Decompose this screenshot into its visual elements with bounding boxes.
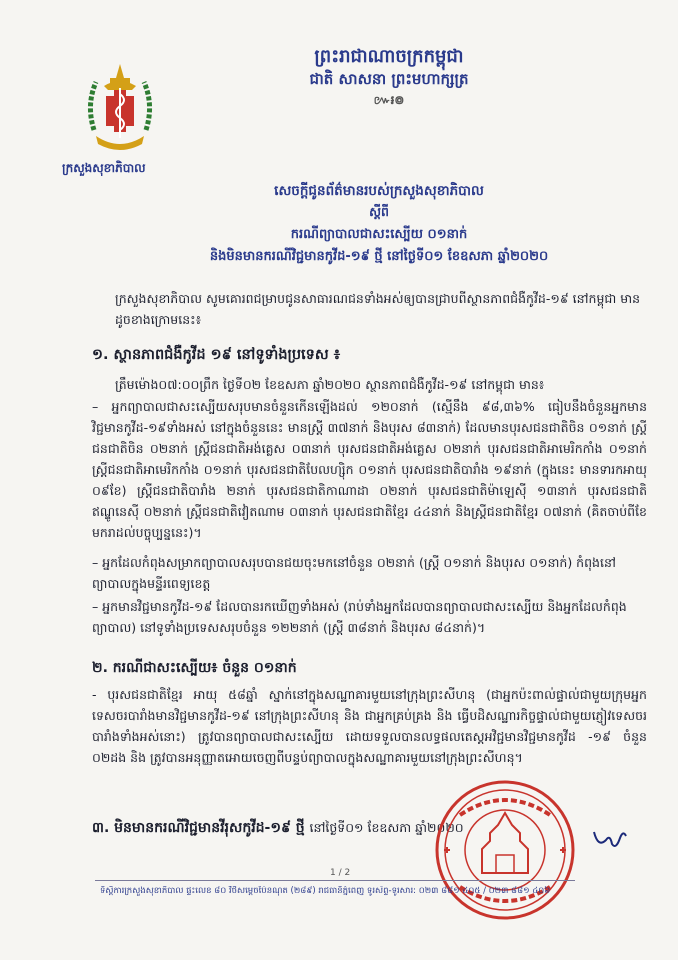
- header-ornament: ៚៛៙: [373, 93, 405, 107]
- kingdom-heading: ព្រះរាជាណាចក្រកម្ពុជា: [314, 46, 464, 67]
- section3-heading-text: ៣. មិនមានករណីវិជ្ជមានវីរុសកូវីដ-១៩ ថ្មី: [92, 820, 305, 836]
- section2-heading: ២. ករណីជាសះស្បើយ៖ ចំនួន ០១នាក់: [92, 660, 297, 676]
- footer-address: ទីស្តីការក្រសួងសុខាភិបាល ផ្ទះលេខ ៨០ វិថីសម្តេចប៉ែនណុត (២៨៩) រាជធានីភ្នំពេញ ទូរស័ព្ទ-ទូរសារ: ០២៣ ៨៨១ ៤០៥ / ០២៣ ៨៨១ ៤០៦: [100, 886, 551, 896]
- document-title-line2: ស្តីពី: [369, 204, 389, 219]
- section1-bullet-in-treatment: – អ្នកដែលកំពុងសម្រាកព្យាបាលសរុបបានជយចុះមកនៅចំនួន ០២នាក់ (ស្ត្រី ០១នាក់ និងបុរស ០១នាក់) កំពុងនៅព្យាបាលក្នុងមន្ទីរពេទ្យខេត្ត: [92, 555, 616, 591]
- document-title-line4: និងមិនមានករណីវិជ្ជមានកូវីដ-១៩ ថ្មី នៅថ្ងៃទី០១ ខែឧសភា ឆ្នាំ២០២០: [209, 249, 549, 264]
- document-title-line1: សេចក្តីជូនព័ត៌មានរបស់ក្រសួងសុខាភិបាល: [274, 183, 484, 199]
- section1-bullet-total-cases: – អ្នកមានវិជ្ជមានកូវីដ-១៩ ដែលបានរកឃើញទាំងអស់ (រាប់ទាំងអ្នកដែលបានព្យាបាលជាសះស្បើយ និងអ្នកដែលកំពុងព្យាបាល) នៅទូទាំងប្រទេសសរុបចំនួន ១២២នាក់ (ស្ត្រី ៣៨នាក់ និងបុរស ៨៤នាក់)។: [92, 599, 627, 635]
- section3-date: នៅថ្ងៃទី០១ ខែឧសភា ឆ្នាំ២០២០: [309, 820, 464, 835]
- official-seal-stamp-icon: [430, 775, 580, 925]
- footer-divider: [95, 880, 575, 881]
- signature-icon: [590, 822, 630, 852]
- section1-bullet-recovered: – អ្នកព្យាបាលជាសះស្បើយសរុបមានចំនួនកើនឡើងដល់ ១២០នាក់ (ស្មើនឹង ៩៨,៣៦% ធៀបនឹងចំនួនអ្នកមានវិជ្ជមានកូវីដ-១៩ទាំងអស់ នៅក្នុងចំនួននេះ មានស្ត្រី ៣៧នាក់ និងបុរស ៨៣នាក់) ដែលមានបុរសជនជាតិចិន ០១នាក់ ស្ត្រីជនជាតិចិន ០២នាក់ ស្ត្រីជនជាតិអង់គ្លេស ០៣នាក់ បុរសជនជាតិអង់គ្លេស ០២នាក់ បុរសជនជាតិអាមេរិកកាំង ០១នាក់ ស្ត្រីជនជាតិអាមេរិកកាំង ០១នាក់ បុរសជនជាតិបែលហ្ស៊ិក ០១នាក់ បុរសជនជាតិបារាំង ១៩នាក់ (ក្នុងនេះ មានទារកអាយុ ០៩ខែ) ស្ត្រីជនជាតិបារាំង ២នាក់ បុរសជនជាតិកាណាដា ០២នាក់ បុរសជនជាតិម៉ាឡេស៊ី ១៣នាក់ បុរសជនជាតិឥណ្ឌូនេស៊ី ០២នាក់ ស្ត្រីជនជាតិវៀតណាម ០៣នាក់ បុរសជនជាតិខ្មែរ ៤៤នាក់ និងស្ត្រីជនជាតិខ្មែរ ០៧នាក់ (គិតចាប់ពីខែមករាដល់បច្ចុប្បន្ននេះ)។: [92, 399, 647, 540]
- national-motto: ជាតិ សាសនា ព្រះមហាក្សត្រ: [309, 70, 469, 88]
- page-number: 1 / 2: [330, 868, 351, 878]
- section3-heading: [92, 818, 464, 839]
- ministry-name: ក្រសួងសុខាភិបាល: [62, 161, 146, 175]
- section2-paragraph: - បុរសជនជាតិខ្មែរ អាយុ ៥៨ឆ្នាំ ស្នាក់នៅក្នុងសណ្ឋាគារមួយនៅក្រុងព្រះសីហនុ (ជាអ្នកប៉ះពាល់ផ្ទាល់ជាមួយក្រុមអ្នកទេសចរបារាំងមានវិជ្ជមានកូវីដ-១៩ នៅក្រុងព្រះសីហនុ និង ជាអ្នកគ្រប់គ្រង និង ធ្វើបដិសណ្ឋារកិច្ចផ្ទាល់ជាមួយភ្ញៀវទេសចរបារាំងទាំងអស់នោះ) ត្រូវបានព្យាបាលជាសះស្បើយ ដោយទទួលបានលទ្ធផលតេស្តអវិជ្ជមានវិជ្ជមានកូវីដ -១៩ ចំនួន ០២ដង និង ត្រូវបានអនុញ្ញាតអោយចេញពីបន្ទប់ព្យាបាលក្នុងសណ្ឋាគារមួយនៅក្រុងព្រះសីហនុ។: [92, 687, 647, 765]
- section1-lead: ត្រឹមម៉ោង០៧:០០ព្រឹក ថ្ងៃទី០២ ខែឧសភា ឆ្នាំ២០២០ ស្ថានភាពជំងឺកូវីដ-១៩ នៅកម្ពុជា មាន៖: [115, 377, 545, 392]
- section1-heading: ១. ស្ថានភាពជំងឺកូវីដ ១៩ នៅទូទាំងប្រទេស ៖: [92, 347, 341, 363]
- intro-paragraph: ក្រសួងសុខាភិបាល សូមគោរពជម្រាបជូនសាធារណជនទាំងអស់ឲ្យបានជ្រាបពីស្ថានភាពជំងឺកូវីដ-១៩ នៅកម្ពុជា មានដូចខាងក្រោមនេះ៖: [115, 291, 641, 327]
- document-title-line3: ករណីព្យាបាលជាសះស្បើយ ០១នាក់: [290, 227, 468, 242]
